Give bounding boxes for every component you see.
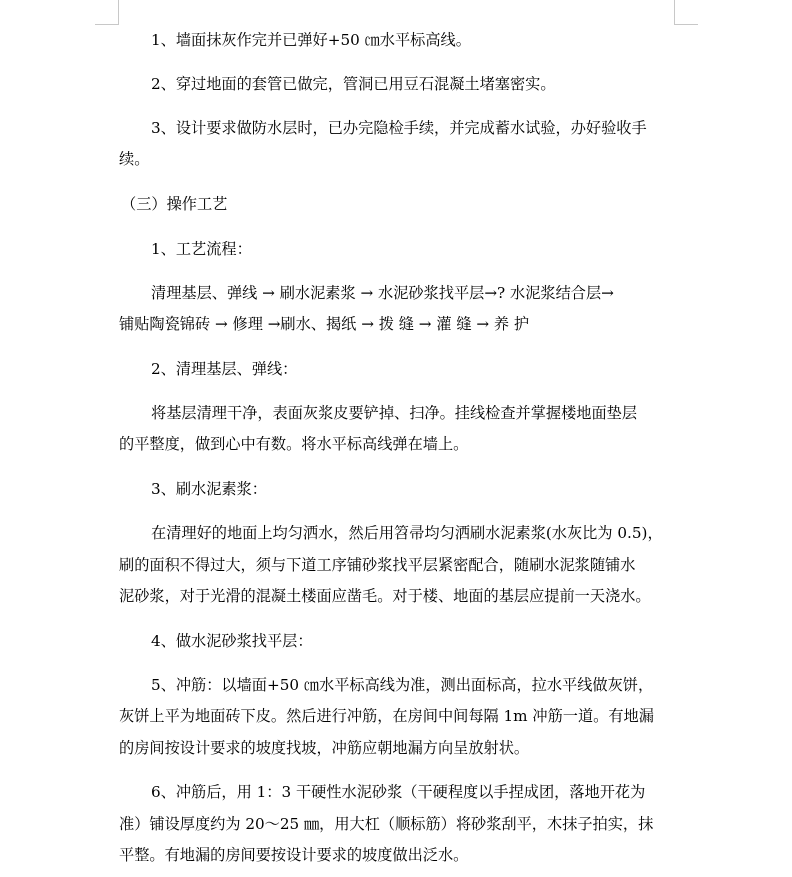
- paragraph-line: 的平整度，做到心中有数。将水平标高线弹在墙上。: [119, 435, 469, 453]
- crop-mark-top-right-horizontal: [674, 24, 698, 25]
- paragraph-line: 将基层清理干净，表面灰浆皮要铲掉、扫净。挂线检查并掌握楼地面垫层: [151, 404, 637, 422]
- paragraph-line: 5、冲筋：以墙面+50 ㎝水平标高线为准，测出面标高，拉水平线做灰饼，: [151, 676, 654, 694]
- paragraph-line: 刷的面积不得过大，须与下道工序铺砂浆找平层紧密配合，随刷水泥浆随铺水: [119, 556, 636, 574]
- paragraph-line: 平整。有地漏的房间要按设计要求的坡度做出泛水。: [119, 846, 469, 864]
- paragraph-line: 铺贴陶瓷锦砖 → 修理 →刷水、揭纸 → 拨 缝 → 灌 缝 → 养 护: [119, 315, 530, 333]
- paragraph-line: 1、墙面抹灰作完并已弹好+50 ㎝水平标高线。: [151, 31, 471, 49]
- paragraph-line: 泥砂浆，对于光滑的混凝土楼面应凿毛。对于楼、地面的基层应提前一天浇水。: [119, 587, 651, 605]
- paragraph-line: 3、设计要求做防水层时，已办完隐检手续，并完成蓄水试验，办好验收手: [151, 119, 647, 137]
- paragraph-line: 灰饼上平为地面砖下皮。然后进行冲筋，在房间中间每隔 1m 冲筋一道。有地漏: [119, 707, 654, 725]
- paragraph-line: 2、穿过地面的套管已做完，管洞已用豆石混凝土堵塞密实。: [151, 75, 556, 93]
- crop-mark-top-left-horizontal: [95, 24, 119, 25]
- paragraph-line: 2、清理基层、弹线：: [151, 360, 298, 378]
- paragraph-line: 6、冲筋后，用 1：3 干硬性水泥砂浆（干硬程度以手捏成团，落地开花为: [151, 783, 646, 801]
- paragraph-line: 准）铺设厚度约为 20～25 ㎜，用大杠（顺标筋）将砂浆刮平，木抹子拍实，抹: [119, 815, 654, 833]
- paragraph-line: 4、做水泥砂浆找平层：: [151, 632, 313, 650]
- paragraph-line: 1、工艺流程：: [151, 240, 252, 258]
- paragraph-line: 在清理好的地面上均匀洒水，然后用笤帚均匀洒刷水泥素浆(水灰比为 0.5)，: [151, 524, 663, 542]
- paragraph-line: 清理基层、弹线 → 刷水泥素浆 → 水泥砂浆找平层→? 水泥浆结合层→: [151, 284, 614, 302]
- crop-mark-top-right-vertical: [674, 0, 675, 24]
- paragraph-line: 的房间按设计要求的坡度找坡，冲筋应朝地漏方向呈放射状。: [119, 739, 530, 757]
- paragraph-line: 3、刷水泥素浆：: [151, 480, 267, 498]
- crop-mark-top-left-vertical: [118, 0, 119, 24]
- section-heading: （三）操作工艺: [121, 195, 228, 213]
- paragraph-line: 续。: [119, 150, 150, 168]
